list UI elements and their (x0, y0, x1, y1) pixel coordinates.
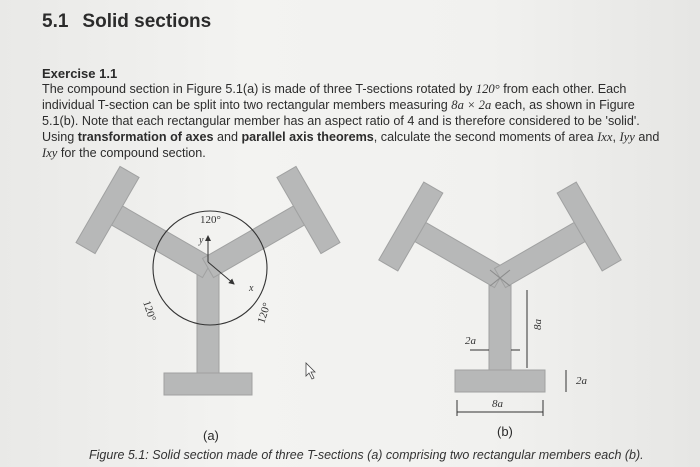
figure-b-compound-section (379, 182, 621, 392)
angle-label-left: 120° (140, 299, 159, 323)
angle-label-right: 120° (255, 301, 274, 325)
dim-8a-vertical: 8a (532, 319, 544, 330)
angle-label-top: 120° (200, 214, 221, 226)
dim-2a-right: 2a (576, 375, 587, 387)
para-text-6: and (634, 130, 660, 144)
member-b-left-web (415, 222, 506, 287)
member-b-bottom-flange (455, 370, 545, 392)
para-ixx: Ixx (597, 130, 613, 144)
member-a-bottom-flange (164, 373, 252, 395)
figure-caption: Figure 5.1: Solid section made of three T-sections (a) comprising two rectangular members each (b). (89, 448, 644, 462)
member-a-bottom-web (197, 268, 219, 373)
mouse-cursor-icon (306, 363, 315, 379)
para-text-2: from each other. Each individual T-section can be split into two rectangular members measuring (42, 82, 627, 112)
para-sep: , (612, 130, 620, 144)
para-bold-transformation: transformation of axes (77, 130, 214, 144)
para-text-4: and (213, 130, 242, 144)
para-ixy: Ixy (42, 146, 58, 160)
para-dims: 8a × 2a (451, 98, 492, 112)
para-text-7: for the compound section. (57, 146, 206, 160)
para-bold-parallel-axis: parallel axis theorems (241, 130, 374, 144)
dim-2a-left: 2a (465, 335, 476, 347)
exercise-title: Exercise 1.1 (42, 66, 118, 81)
member-b-bottom-web (489, 278, 511, 370)
para-iyy: Iyy (619, 130, 635, 144)
section-title: Solid sections (82, 11, 212, 32)
para-text-1: The compound section in Figure 5.1(a) is made of three T-sections rotated by (42, 82, 476, 96)
figure-a-label: (a) (203, 428, 219, 443)
member-b-right-web (495, 222, 586, 287)
dim-8a-horizontal: 8a (492, 398, 503, 410)
figure-b-label: (b) (497, 424, 513, 439)
section-number: 5.1 (42, 11, 69, 32)
figure-a-compound-section (76, 166, 340, 395)
para-angle: 120° (475, 82, 500, 96)
para-text-5: , calculate the second moments of area (373, 130, 598, 144)
axis-x-label: x (249, 283, 254, 294)
axis-y-label: y (199, 235, 204, 246)
para-text-3: each, as shown in Figure 5.1(b). Note that each rectangular member has an aspect ratio of 4 and is therefore considered to be 'solid'. Using (42, 98, 640, 144)
